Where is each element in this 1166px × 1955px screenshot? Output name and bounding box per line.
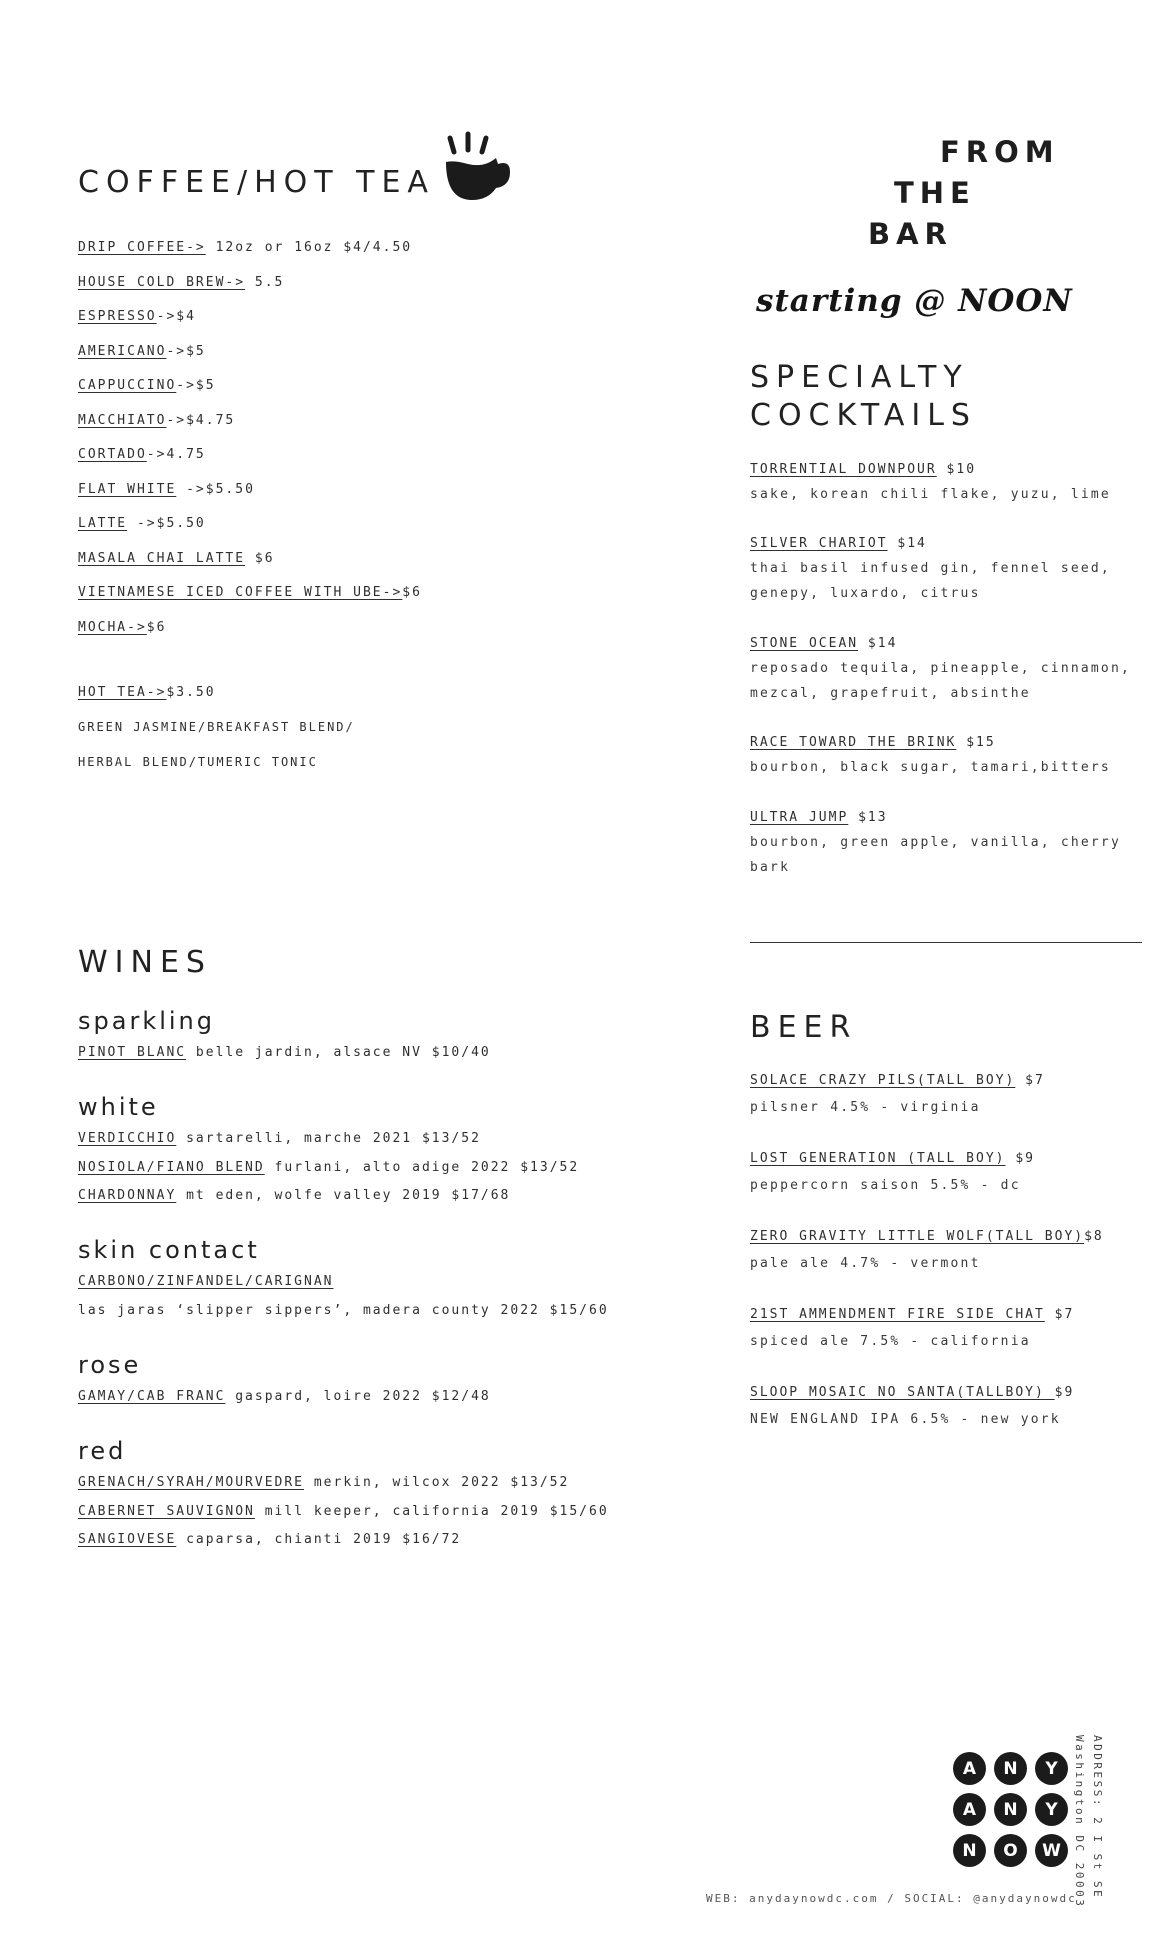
cocktail-name: RACE TOWARD THE BRINK: [750, 735, 957, 750]
coffee-item-name: CORTADO: [78, 447, 147, 462]
wine-detail: las jaras ‘slipper sippers’, madera county 2022 $15/60: [78, 1302, 609, 1318]
wine-item: [78, 1274, 334, 1289]
coffee-item-price: $6: [245, 550, 275, 566]
logo-letter: A: [953, 1793, 986, 1826]
cocktail-description: bark: [750, 860, 791, 875]
tea-line-2: HERBAL BLEND/TUMERIC TONIC: [78, 755, 318, 769]
cocktail-description: sake, korean chili flake, yuzu, lime: [750, 487, 1111, 502]
address: [1060, 1735, 1106, 1955]
anydaynow-logo: [953, 1752, 1068, 1867]
beer-description: NEW ENGLAND IPA 6.5% - new york: [750, 1412, 1061, 1427]
cocktail-description: thai basil infused gin, fennel seed,: [750, 561, 1111, 576]
beer-item: [750, 1151, 1035, 1166]
beer-item: [750, 1229, 1104, 1244]
hot-tea-item: [78, 685, 216, 700]
beer-price: $7: [1044, 1307, 1075, 1322]
wine-name: CHARDONNAY: [78, 1188, 177, 1203]
logo-letter: N: [994, 1752, 1027, 1785]
beer-description: peppercorn saison 5.5% - dc: [750, 1178, 1021, 1193]
cocktail-item: [750, 636, 897, 651]
cocktail-description: reposado tequila, pineapple, cinnamon,: [750, 661, 1132, 676]
beer-price: $8: [1084, 1229, 1104, 1244]
cocktail-name: STONE OCEAN: [750, 636, 859, 651]
logo-letter: O: [994, 1834, 1027, 1867]
coffee-item-price: ->$5: [166, 343, 206, 359]
hot-tea-price: $3.50: [166, 685, 216, 700]
coffee-item: [78, 482, 255, 497]
wine-category-heading: skin contact: [78, 1236, 260, 1264]
coffee-item-price: ->$4.75: [166, 412, 236, 428]
beer-item: [750, 1385, 1074, 1400]
cocktail-description: mezcal, grapefruit, absinthe: [750, 686, 1031, 701]
wine-detail: gaspard, loire 2022 $12/48: [225, 1389, 491, 1404]
wine-item: [78, 1389, 491, 1404]
coffee-item-name: MOCHA->: [78, 619, 147, 635]
wine-item: [78, 1131, 481, 1146]
logo-letter: Y: [1035, 1793, 1068, 1826]
coffee-item-price: ->$5: [176, 378, 216, 393]
cocktail-price: $13: [848, 810, 888, 825]
coffee-item-name: LATTE: [78, 516, 128, 531]
wine-name: GAMAY/CAB FRANC: [78, 1389, 226, 1404]
coffee-item-name: CAPPUCCINO: [78, 378, 177, 393]
tea-line-1: GREEN JASMINE/BREAKFAST BLEND/: [78, 720, 355, 734]
wine-name: GRENACH/SYRAH/MOURVEDRE: [78, 1475, 305, 1490]
section-divider: [750, 942, 1142, 943]
wine-detail: sartarelli, marche 2021 $13/52: [176, 1131, 481, 1146]
logo-letter: N: [994, 1793, 1027, 1826]
wines-title: WINES: [78, 945, 212, 980]
cocktail-description: genepy, luxardo, citrus: [750, 586, 981, 601]
coffee-item: [78, 551, 275, 566]
cocktail-price: $14: [887, 536, 927, 551]
beer-description: pilsner 4.5% - virginia: [750, 1100, 981, 1115]
beer-name: LOST GENERATION (TALL BOY): [750, 1151, 1006, 1166]
beer-title: BEER: [750, 1010, 858, 1045]
coffee-item-name: ESPRESSO: [78, 309, 157, 324]
cocktail-description: bourbon, green apple, vanilla, cherry: [750, 835, 1121, 850]
wine-item: [78, 1188, 510, 1203]
coffee-item-price: ->$5.50: [127, 516, 206, 531]
wine-category-heading: white: [78, 1093, 159, 1121]
address-line-2: Washington DC 20003: [1073, 1735, 1086, 1909]
wine-category-heading: sparkling: [78, 1007, 215, 1035]
beer-name: 21ST AMMENDMENT FIRE SIDE CHAT: [750, 1307, 1045, 1322]
beer-description: spiced ale 7.5% - california: [750, 1334, 1031, 1349]
cocktail-name: SILVER CHARIOT: [750, 536, 888, 551]
wine-item: [78, 1475, 569, 1490]
wine-name: CABERNET SAUVIGNON: [78, 1503, 255, 1519]
coffee-item-name: MASALA CHAI LATTE: [78, 550, 246, 566]
logo-letter: W: [1035, 1834, 1068, 1867]
coffee-item: [78, 516, 206, 531]
wine-name: VERDICCHIO: [78, 1131, 177, 1146]
coffee-item-price: 5.5: [245, 274, 285, 290]
beer-name: ZERO GRAVITY LITTLE WOLF(TALL BOY): [750, 1229, 1085, 1244]
wine-detail: mill keeper, california 2019 $15/60: [254, 1503, 609, 1519]
coffee-item-name: DRIP COFFEE->: [78, 240, 206, 255]
steaming-cup-icon: [440, 128, 512, 204]
coffee-item: [78, 413, 235, 428]
cocktail-item: [750, 810, 888, 825]
coffee-item-price: ->$4: [156, 309, 196, 324]
wine-name: PINOT BLANC: [78, 1045, 187, 1060]
coffee-title: COFFEE/HOT TEA: [78, 165, 435, 200]
from-line-1: FROM: [940, 135, 1060, 169]
beer-description: pale ale 4.7% - vermont: [750, 1256, 981, 1271]
cocktail-price: $14: [858, 636, 898, 651]
hot-tea-name: HOT TEA->: [78, 685, 167, 700]
address-line-1: ADDRESS: 2 I St SE: [1091, 1735, 1104, 1900]
footer-web-social: WEB: anydaynowdc.com / SOCIAL: @anydaynowdc: [706, 1892, 1077, 1905]
coffee-item: [78, 585, 422, 600]
wine-item: [78, 1532, 461, 1547]
wine-item: [78, 1045, 491, 1060]
logo-letter: N: [953, 1834, 986, 1867]
coffee-item: [78, 378, 216, 393]
cocktail-price: $15: [956, 735, 996, 750]
beer-item: [750, 1307, 1074, 1322]
cocktail-item: [750, 735, 996, 750]
from-line-2: THE: [894, 176, 976, 210]
coffee-item: [78, 309, 196, 324]
beer-name: SLOOP MOSAIC NO SANTA(TALLBOY): [750, 1385, 1055, 1400]
coffee-item: [78, 240, 412, 255]
cocktail-item: [750, 536, 927, 551]
beer-name: SOLACE CRAZY PILS(TALL BOY): [750, 1073, 1016, 1088]
coffee-item-price: 12oz or 16oz $4/4.50: [205, 240, 413, 255]
coffee-item-price: $6: [146, 619, 167, 635]
coffee-item: [78, 275, 284, 290]
coffee-item-name: FLAT WHITE: [78, 481, 177, 497]
wine-item: [78, 1303, 609, 1318]
wine-detail: caparsa, chianti 2019 $16/72: [176, 1532, 462, 1547]
cocktail-description: bourbon, black sugar, tamari,bitters: [750, 760, 1111, 775]
cocktail-name: ULTRA JUMP: [750, 810, 849, 825]
wine-category-heading: rose: [78, 1351, 142, 1379]
coffee-item: [78, 447, 206, 462]
coffee-item-name: AMERICANO: [78, 343, 167, 359]
coffee-item-price: ->4.75: [146, 447, 206, 462]
beer-price: $9: [1054, 1385, 1075, 1400]
coffee-item-name: HOUSE COLD BREW->: [78, 274, 246, 290]
wine-item: [78, 1160, 579, 1175]
coffee-item: [78, 344, 206, 359]
wine-detail: belle jardin, alsace NV $10/40: [186, 1045, 491, 1060]
wine-category-heading: red: [78, 1437, 127, 1465]
coffee-item: [78, 620, 166, 635]
wine-name: CARBONO/ZINFANDEL/CARIGNAN: [78, 1274, 334, 1289]
coffee-item-price: ->$5.50: [176, 481, 255, 497]
beer-item: [750, 1073, 1045, 1088]
wine-detail: merkin, wilcox 2022 $13/52: [304, 1475, 570, 1490]
logo-letter: Y: [1035, 1752, 1068, 1785]
wine-detail: mt eden, wolfe valley 2019 $17/68: [176, 1188, 511, 1203]
logo-letter: A: [953, 1752, 986, 1785]
starting-at-noon: starting @ NOON: [756, 283, 1073, 319]
wine-name: NOSIOLA/FIANO BLEND: [78, 1159, 265, 1175]
wine-item: [78, 1504, 609, 1519]
cocktail-price: $10: [936, 462, 977, 477]
beer-price: $7: [1015, 1073, 1045, 1088]
cocktail-name: TORRENTIAL DOWNPOUR: [750, 462, 937, 477]
wine-detail: furlani, alto adige 2022 $13/52: [264, 1159, 580, 1175]
coffee-item-name: MACCHIATO: [78, 412, 167, 428]
wine-name: SANGIOVESE: [78, 1532, 177, 1547]
from-line-3: BAR: [868, 217, 953, 251]
coffee-item-name: VIETNAMESE ICED COFFEE WITH UBE->: [78, 585, 403, 600]
beer-price: $9: [1005, 1151, 1035, 1166]
cocktails-title-2: COCKTAILS: [750, 398, 977, 433]
cocktail-item: [750, 462, 976, 477]
cocktails-title-1: SPECIALTY: [750, 360, 969, 395]
coffee-item-price: $6: [402, 585, 422, 600]
